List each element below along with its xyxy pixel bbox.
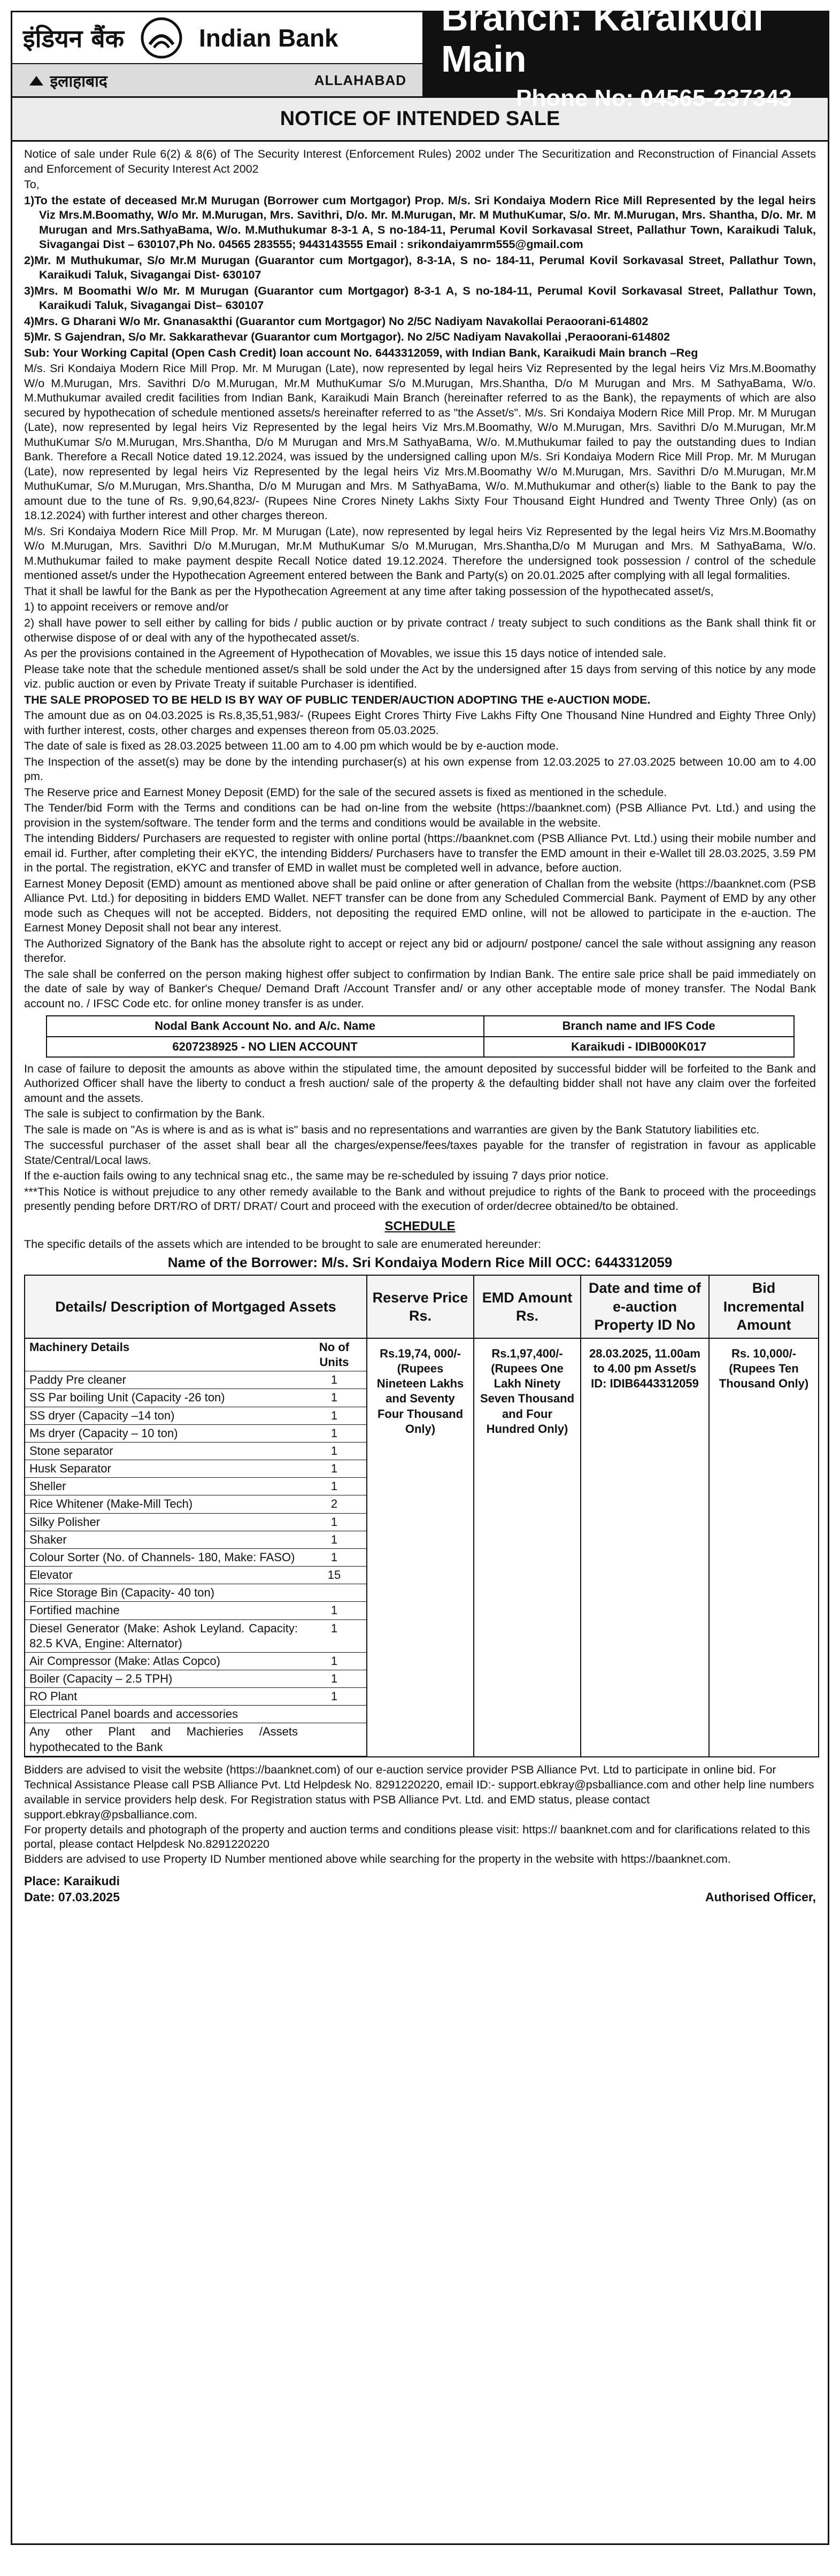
footer-paragraph: Bidders are advised to visit the website (https://baanknet.com) of our e-auction service provider PSB Alliance Pvt. Ltd to participate in online bid. For Technical Assistance Please call PSB Alliance Pvt. Ltd Helpdesk No. 8291220220, email ID:- support.ebkray@psballiance.com and other help line numbers available in service providers help desk. For Registration status with PSB Alliance Pvt. Ltd. and EMD status, please contact support.ebkray@psballiance.com. bbox=[24, 1763, 814, 1821]
machinery-units: 1 bbox=[302, 1670, 366, 1687]
machinery-name: Silky Polisher bbox=[25, 1513, 302, 1531]
addressee: 4)Mrs. G Dharani W/o Mr. Gnanasakthi (Guarantor cum Mortgagor) No 2/5C Nadiyam Navakollai Peraoorani-614802 bbox=[24, 314, 649, 328]
table-header: Nodal Bank Account No. and A/c. Name bbox=[47, 1016, 484, 1036]
machinery-row bbox=[25, 1478, 366, 1495]
branch-phone: Phone No: 04565-237343 bbox=[516, 84, 792, 111]
machinery-name: Diesel Generator (Make: Ashok Leyland. Capacity: 82.5 KVA, Engine: Alternator) bbox=[25, 1619, 302, 1652]
sale-mode-heading: THE SALE PROPOSED TO BE HELD IS BY WAY OF PUBLIC TENDER/AUCTION ADOPTING THE e-AUCTION MODE. bbox=[24, 693, 651, 706]
paragraph: The amount due as on 04.03.2025 is Rs.8,35,51,983/- (Rupees Eight Crores Thirty Five Lakhs Fifty One Thousand Nine Hundred and Eighty Three Only) with further interest, costs, other charges and expenses thereon from 05.03.2025. bbox=[24, 709, 816, 737]
footer-paragraph: For property details and photograph of the property and auction terms and conditions please visit: https:// baanknet.com and for clarifications related to this portal, please contact Helpdesk No.8291220220 bbox=[24, 1823, 810, 1851]
machinery-name: Rice Storage Bin (Capacity- 40 ton) bbox=[25, 1584, 302, 1602]
machinery-row bbox=[25, 1407, 366, 1424]
machinery-row bbox=[25, 1706, 366, 1723]
paragraph: The successful purchaser of the asset shall bear all the charges/expense/fees/taxes payable for the transfer of registration in favour as applicable State/Central/Local laws. bbox=[24, 1139, 816, 1167]
machinery-units: 1 bbox=[302, 1688, 366, 1706]
machinery-name: Rice Whitener (Make-Mill Tech) bbox=[25, 1495, 302, 1513]
machinery-units: 1 bbox=[302, 1407, 366, 1424]
machinery-name: Shaker bbox=[25, 1531, 302, 1548]
allahabad-hindi: इलाहाबाद bbox=[28, 70, 107, 91]
column-header: Reserve Price Rs. bbox=[367, 1275, 474, 1338]
addressee: 2)Mr. M Muthukumar, S/o Mr.M Murugan (Guarantor cum Mortgagor), 8-3-1A, S no- 184-11, Perumal Kovil Sorkavasal Street, Pallathur Town, Karaikudi Taluk, Sivagangai Dist- 630107 bbox=[24, 253, 816, 282]
paragraph: The intending Bidders/ Purchasers are requested to register with online portal (https://baanknet.com (PSB Alliance Pvt. Ltd.) using their mobile number and email id. Further, after completing their eKYC, the intending Bidders/ Purchasers have to transfer the EMD amount in their e-Wallet till 28.03.2025, 3.59 PM in the portal. The registration, eKYC and transfer of EMD in wallet must be completed well in advance, before auction. bbox=[24, 832, 816, 875]
to-label: To, bbox=[24, 178, 40, 191]
table-header: Branch name and IFS Code bbox=[484, 1016, 794, 1036]
machinery-row bbox=[25, 1688, 366, 1706]
table-cell: Karaikudi - IDIB000K017 bbox=[484, 1037, 794, 1057]
machinery-name: Sheller bbox=[25, 1478, 302, 1495]
paragraph: The date of sale is fixed as 28.03.2025 between 11.00 am to 4.00 pm which would be by e-auction mode. bbox=[24, 739, 559, 753]
paragraph: 2) shall have power to sell either by calling for bids / public auction or by private contract / treaty subject to such conditions as the Bank shall think fit or otherwise dispose of or deal with any of the hypothecated asset/s. bbox=[24, 616, 816, 644]
machinery-units: 15 bbox=[302, 1567, 366, 1584]
table-cell: 6207238925 - NO LIEN ACCOUNT bbox=[47, 1037, 484, 1057]
borrower-line: Name of the Borrower: M/s. Sri Kondaiya Modern Rice Mill OCC: 6443312059 bbox=[167, 1254, 673, 1271]
schedule-table bbox=[24, 1275, 819, 1757]
machinery-list bbox=[25, 1339, 366, 1756]
machinery-units: 1 bbox=[302, 1652, 366, 1670]
machinery-row bbox=[25, 1389, 366, 1407]
machinery-row bbox=[25, 1602, 366, 1619]
machinery-name: Boiler (Capacity – 2.5 TPH) bbox=[25, 1670, 302, 1687]
machinery-header: Machinery Details bbox=[25, 1339, 302, 1371]
schedule-header-row bbox=[25, 1275, 819, 1338]
paragraph: In case of failure to deposit the amounts as above within the stipulated time, the amount deposited by successful bidder will be forfeited to the Bank and Authorized Officer shall have the liberty to conduct a fresh auction/ sale of the property & the defaulting bidder shall not have any claim over the forfeited amount and the assets. bbox=[24, 1062, 816, 1105]
indian-bank-logo-icon bbox=[140, 17, 183, 59]
notice-footer bbox=[12, 1757, 828, 1911]
paragraph: The Inspection of the asset(s) may be done by the intending purchaser(s) at his own expense from 12.03.2025 to 27.03.2025 between 10.00 am to 4.00 pm. bbox=[24, 755, 816, 783]
machinery-units bbox=[302, 1706, 366, 1723]
paragraph: The Tender/bid Form with the Terms and conditions can be had on-line from the website (https://baanknet.com) (PSB Alliance Pvt. Ltd.) and using the provision in the system/software. The tender form and the terms and conditions would be available in the website. bbox=[24, 801, 816, 829]
machinery-row bbox=[25, 1723, 366, 1756]
paragraph: If the e-auction fails owing to any technical snag etc., the same may be re-scheduled by issuing 7 days prior notice. bbox=[24, 1169, 609, 1183]
logo-row bbox=[12, 12, 422, 63]
paragraph: ***This Notice is without prejudice to any other remedy available to the Bank and without prejudice to rights of the Bank to proceed with the proceedings presently pending before DRT/RO of DRT/ DRAT/ Court and proceed with the execution of order/decree obtained/to be obtained. bbox=[24, 1185, 816, 1213]
table-header-row bbox=[47, 1016, 794, 1036]
paragraph: The sale is subject to confirmation by the Bank. bbox=[24, 1107, 265, 1121]
notice-title: NOTICE OF INTENDED SALE bbox=[12, 98, 828, 142]
auction-info-cell: 28.03.2025, 11.00am to 4.00 pm Asset/s ID: IDIB6443312059 bbox=[581, 1338, 709, 1757]
machinery-units: 1 bbox=[302, 1442, 366, 1460]
machinery-row bbox=[25, 1442, 366, 1460]
machinery-units bbox=[302, 1584, 366, 1602]
paragraph: The Authorized Signatory of the Bank has the absolute right to accept or reject any bid or adjourn/ postpone/ cancel the sale without assigning any reason therefor. bbox=[24, 937, 816, 965]
schedule-row bbox=[25, 1338, 819, 1757]
machinery-row bbox=[25, 1371, 366, 1389]
emd-amount-cell: Rs.1,97,400/- (Rupees One Lakh Ninety Seven Thousand and Four Hundred Only) bbox=[474, 1338, 581, 1757]
intro-text: Notice of sale under Rule 6(2) & 8(6) of The Security Interest (Enforcement Rules) 2002 under The Securitization and Reconstruction of Financial Assets and Enforcement of Security Interest Act 2002 bbox=[24, 148, 816, 175]
machinery-name: Air Compressor (Make: Atlas Copco) bbox=[25, 1652, 302, 1670]
bank-logo-block bbox=[12, 12, 424, 96]
machinery-units: 1 bbox=[302, 1424, 366, 1442]
machinery-name: Colour Sorter (No. of Channels- 180, Make: FASO) bbox=[25, 1548, 302, 1566]
machinery-units: 1 bbox=[302, 1548, 366, 1566]
machinery-row bbox=[25, 1619, 366, 1652]
nodal-account-table bbox=[46, 1015, 795, 1057]
paragraph: The Reserve price and Earnest Money Deposit (EMD) for the sale of the secured assets is fixed as mentioned in the schedule. bbox=[24, 785, 667, 799]
machinery-row bbox=[25, 1460, 366, 1478]
machinery-row bbox=[25, 1652, 366, 1670]
schedule-subtitle: The specific details of the assets which are intended to be brought to sale are enumerated hereunder: bbox=[24, 1237, 541, 1251]
reserve-price-cell: Rs.19,74, 000/- (Rupees Nineteen Lakhs and Seventy Four Thousand Only) bbox=[367, 1338, 474, 1757]
signature-row bbox=[24, 1873, 816, 1906]
machinery-cell bbox=[25, 1338, 367, 1757]
triangle-logo-icon bbox=[28, 75, 44, 87]
machinery-units: 1 bbox=[302, 1619, 366, 1652]
machinery-row bbox=[25, 1584, 366, 1602]
subject-line: Sub: Your Working Capital (Open Cash Credit) loan account No. 6443312059, with Indian Bank, Karaikudi Main branch –Reg bbox=[24, 346, 698, 359]
paragraph: Earnest Money Deposit (EMD) amount as mentioned above shall be paid online or after generation of Challan from the website (https://baanknet.com (PSB Alliance Pvt. Ltd.) for depositing in bidders EMD Wallet. NEFT transfer can be done from any Scheduled Commercial Bank. Payment of EMD by any other mode such as Cheques will not be accepted. Bidders, not depositing the required EMD online, will not be allowed to participate in the e-auction. The Earnest Money Deposit shall not bear any interest. bbox=[24, 877, 816, 935]
column-header: Date and time of e-auction Property ID No bbox=[581, 1275, 709, 1338]
addressee: 1)To the estate of deceased Mr.M Murugan (Borrower cum Mortgagor) Prop. M/s. Sri Kondaiya Modern Rice Mill Represented by the legal heirs Viz Mrs.M.Boomathy, W/o Mr. M.Murugan, Mrs. Savithri, D/o. Mr. M.Murugan, Mr. M MuthuKumar, S/o. Mr. M.Murugan, Mrs. Shantha, D/o. Mr. M Murugan and Mrs.SathyaBama, W/o. M.Muthukumar 8-3-1 A, S no-184-11, Perumal Kovil Sorkavasal Street, Pallathur Town, Karaikudi Taluk, Sivagangai Dist – 630107,Ph No. 04565 283555; 9443143555 Email : srikondaiyamrm555@gmail.com bbox=[24, 194, 816, 251]
machinery-row bbox=[25, 1424, 366, 1442]
bid-increment-cell: Rs. 10,000/- (Rupees Ten Thousand Only) bbox=[709, 1338, 819, 1757]
machinery-name: SS Par boiling Unit (Capacity -26 ton) bbox=[25, 1389, 302, 1407]
paragraph: M/s. Sri Kondaiya Modern Rice Mill Prop. Mr. M Murugan (Late), now represented by legal heirs Viz Represented by the legal heirs Viz Mrs.M.Boomathy W/o M.Murugan, Mrs. Savithri D/o M.Murugan, Mr.M MuthuKumar S/o M.Murugan, Mrs.Shantha,D/o M Murugan and Mrs. M SathyaBama, W/o. M.Muthukumar failed to make payment despite Recall Notice dated 19.12.2024. Therefore the undersigned took possession / control of the schedule mentioned asset/s under the Hypothecation Agreement entered between the Bank and Party(s) on 20.01.2025 after complying with all legal formalities. bbox=[24, 525, 816, 582]
paragraph: 1) to appoint receivers or remove and/or bbox=[24, 600, 229, 614]
branch-block bbox=[424, 0, 828, 111]
machinery-name: Stone separator bbox=[25, 1442, 302, 1460]
notice-header bbox=[12, 0, 828, 111]
machinery-units: 1 bbox=[302, 1602, 366, 1619]
addressee: 3)Mrs. M Boomathi W/o Mr. M Murugan (Guarantor cum Mortgagor) 8-3-1 A, S no-184-11, Perumal Kovil Sorkavasal Street, Pallathur Town, Karaikudi Taluk, Sivagangai Dist– 630107 bbox=[24, 284, 816, 312]
machinery-name: Paddy Pre cleaner bbox=[25, 1371, 302, 1389]
machinery-name: Elevator bbox=[25, 1567, 302, 1584]
bank-name: Indian Bank bbox=[198, 24, 338, 52]
machinery-row bbox=[25, 1548, 366, 1566]
machinery-units bbox=[302, 1723, 366, 1756]
machinery-header-row bbox=[25, 1339, 366, 1371]
machinery-row bbox=[25, 1567, 366, 1584]
machinery-name: Husk Separator bbox=[25, 1460, 302, 1478]
bank-name-hindi: इंडियन बैंक bbox=[23, 24, 124, 53]
machinery-name: SS dryer (Capacity –14 ton) bbox=[25, 1407, 302, 1424]
paragraph: M/s. Sri Kondaiya Modern Rice Mill Prop. Mr. M Murugan (Late), now represented by legal heirs Viz Represented by the legal heirs Viz Mrs.M.Boomathy W/o M.Murugan, Mrs. Savithri D/o M.Murugan, Mr.M MuthuKumar S/o M.Murugan, Mrs.Shantha, D/o M Murugan and Mrs. M SathyaBama, W/o. M.Muthukumar availed credit facilities from Indian Bank, Karaikudi Main Branch (hereinafter referred to as the Bank), the repayments of which are also secured by hypothecation of schedule mentioned assets/s hereinafter referred to as "the Asset/s". M/s. Sri Kondaiya Modern Rice Mill Prop. Mr. M Murugan (Late), now represented by legal heirs Viz Represented by the legal heirs Viz Mrs.M.Boomathy, W/o M.Murugan, Mrs. Savithri D/o M.Murugan, Mr.M MuthuKumar S/o M.Murugan, Mrs.Shantha, D/o M Murugan and Mrs.M SathyaBama, W/o. M.Muthukumar failed to pay the outstanding dues to Indian Bank. Therefore a Recall Notice dated 19.12.2024, was issued by the undersigned calling upon M/s. Sri Kondaiya Modern Rice Mill Prop. Mr. M Murugan (Late), now represented by legal heirs Viz Represented by the legal heirs Viz Mrs.M.Boomathy W/o M.Murugan, Mrs. Savithri D/o M.Murugan, Mr.M MuthuKumar, S/o M.Murugan, Mrs.Shantha, D/o M Murugan and Mrs. M SathyaBama, W/o. M.Muthukumar and other(s) liable to the Bank to pay the amount due to the tune of Rs. 9,90,64,823/- (Rupees Nine Crores Ninety Lakhs Sixty Four Thousand Eight Hundred and Twenty Three Only) (as on 18.12.2024) with further interest and other charges thereon. bbox=[24, 362, 816, 522]
units-header: No of Units bbox=[302, 1339, 366, 1371]
column-header: Details/ Description of Mortgaged Assets bbox=[25, 1275, 367, 1338]
date-label: Date: 07.03.2025 bbox=[24, 1890, 120, 1904]
paragraph: The sale is made on "As is where is and as is what is" basis and no representations and warranties are given by the Bank Statutory liabilities etc. bbox=[24, 1123, 760, 1136]
machinery-name: Ms dryer (Capacity – 10 ton) bbox=[25, 1424, 302, 1442]
column-header: EMD Amount Rs. bbox=[474, 1275, 581, 1338]
footer-paragraph: Bidders are advised to use Property ID Number mentioned above while searching for the property in the website with https://baanknet.com. bbox=[24, 1853, 731, 1866]
place-label: Place: Karaikudi bbox=[24, 1874, 120, 1888]
machinery-units: 1 bbox=[302, 1478, 366, 1495]
machinery-name: Fortified machine bbox=[25, 1602, 302, 1619]
addressee: 5)Mr. S Gajendran, S/o Mr. Sakkarathevar (Guarantor cum Mortgagor). No 2/5C Nadiyam Navakollai ,Peraoorani-614802 bbox=[24, 330, 670, 344]
schedule-title: SCHEDULE bbox=[384, 1218, 456, 1233]
paragraph: As per the provisions contained in the Agreement of Hypothecation of Movables, we issue this 15 days notice of intended sale. bbox=[24, 647, 667, 660]
machinery-units: 1 bbox=[302, 1513, 366, 1531]
machinery-name: RO Plant bbox=[25, 1688, 302, 1706]
machinery-units: 2 bbox=[302, 1495, 366, 1513]
paragraph: Please take note that the schedule mentioned asset/s shall be sold under the Act by the undersigned after 15 days from serving of this notice by any mode viz. public auction or even by Private Treaty if suitable Purchaser is identified. bbox=[24, 662, 816, 691]
branch-title: Branch: Karaikudi Main bbox=[441, 0, 764, 80]
notice-body bbox=[12, 142, 828, 1757]
paragraph: That it shall be lawful for the Bank as per the Hypothecation Agreement at any time after taking possession of the hypothecated asset/s, bbox=[24, 584, 714, 598]
allahabad-label: ALLAHABAD bbox=[314, 72, 406, 88]
machinery-units: 1 bbox=[302, 1531, 366, 1548]
table-row bbox=[47, 1037, 794, 1057]
machinery-units: 1 bbox=[302, 1371, 366, 1389]
machinery-name: Any other Plant and Machieries /Assets hypothecated to the Bank bbox=[25, 1723, 302, 1756]
machinery-name: Electrical Panel boards and accessories bbox=[25, 1706, 302, 1723]
machinery-row bbox=[25, 1670, 366, 1687]
machinery-units: 1 bbox=[302, 1389, 366, 1407]
place-date bbox=[24, 1873, 120, 1906]
allahabad-row bbox=[12, 63, 422, 96]
machinery-units: 1 bbox=[302, 1460, 366, 1478]
signatory-label: Authorised Officer, bbox=[705, 1890, 816, 1904]
machinery-row bbox=[25, 1531, 366, 1548]
paragraph: The sale shall be conferred on the person making highest offer subject to confirmation by Indian Bank. The entire sale price shall be paid immediately on the date of sale by way of Banker's Cheque/ Demand Draft /Account Transfer and/ or any other acceptable mode of money transfer. The Nodal Bank account no. / IFSC Code etc. for online money transfer is as under. bbox=[24, 967, 816, 1010]
machinery-row bbox=[25, 1495, 366, 1513]
column-header: Bid Incremental Amount bbox=[709, 1275, 819, 1338]
machinery-row bbox=[25, 1513, 366, 1531]
notice-frame bbox=[11, 0, 829, 2545]
